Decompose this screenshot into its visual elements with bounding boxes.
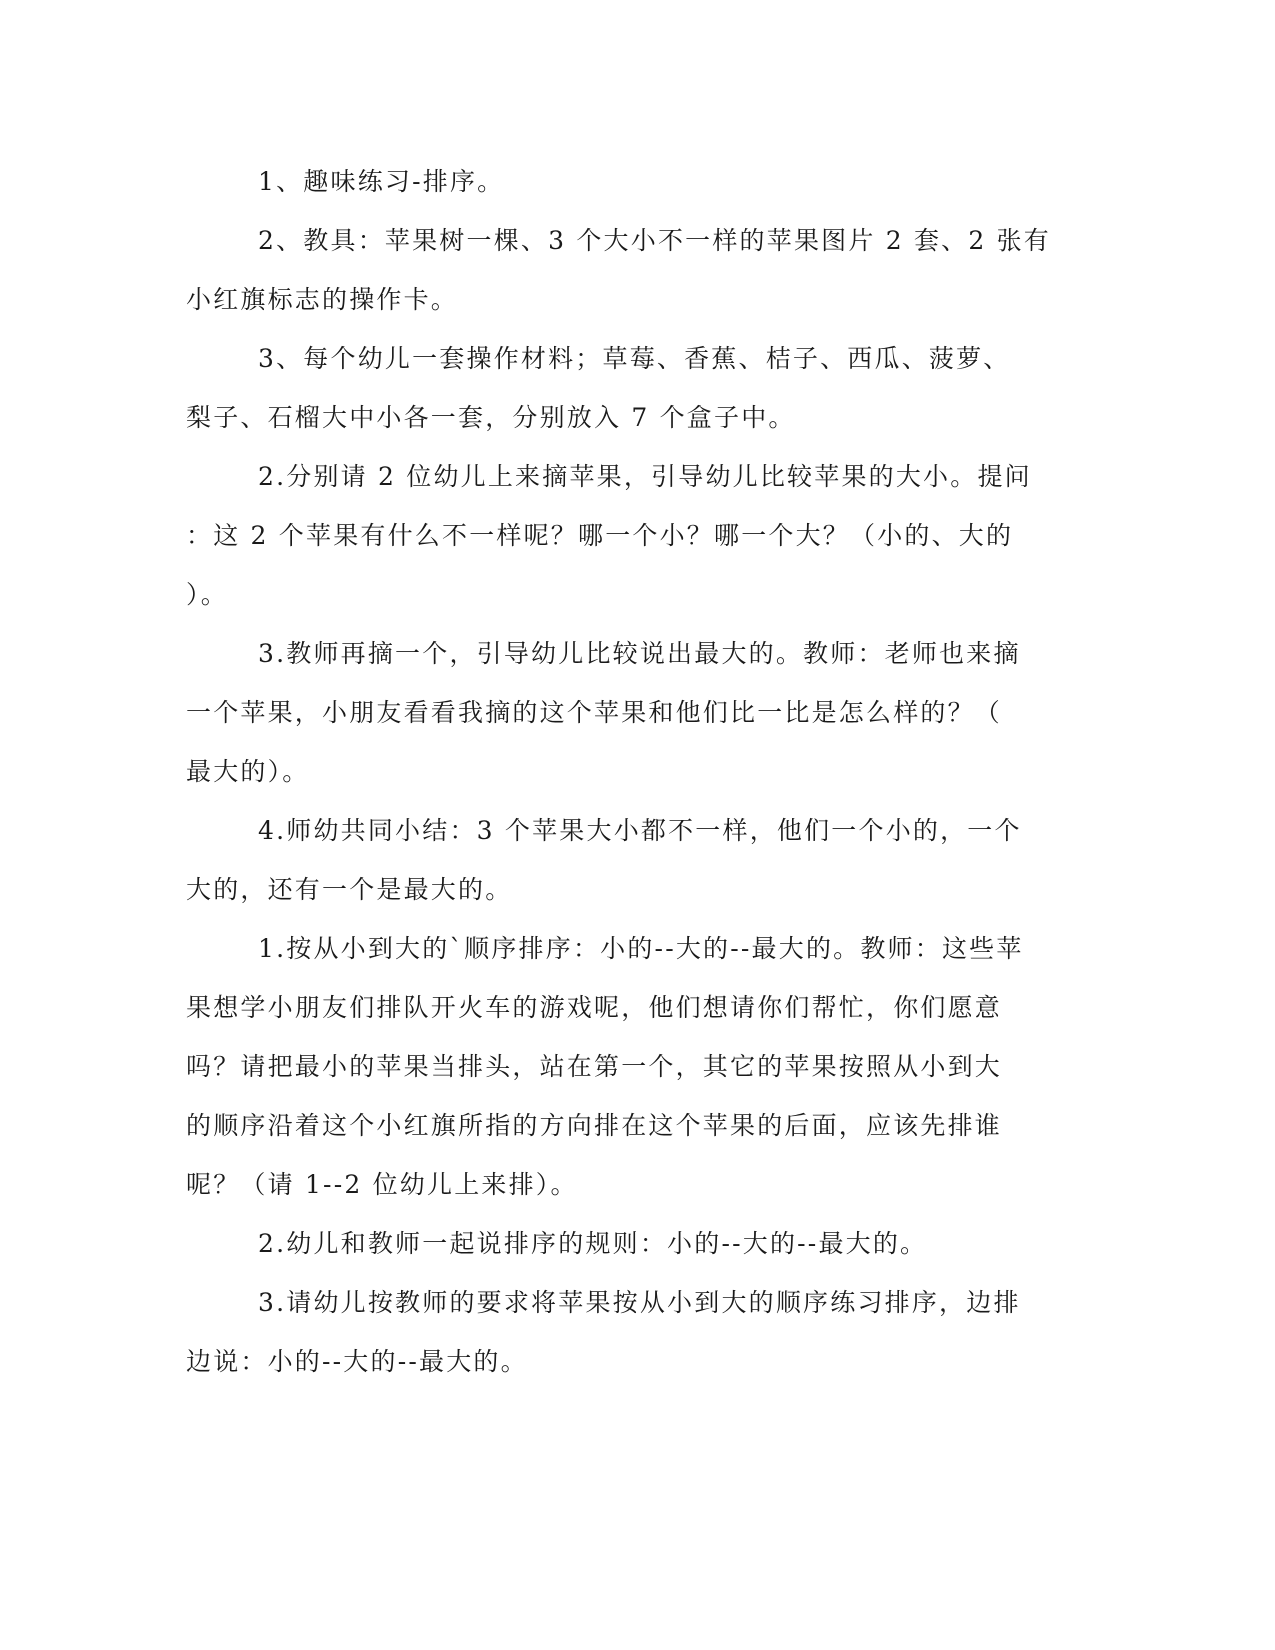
text-line-20: 3.请幼儿按教师的要求将苹果按从小到大的顺序练习排序，边排 [258, 1288, 1021, 1317]
text-line-6: 2.分别请 2 位幼儿上来摘苹果，引导幼儿比较苹果的大小。提问 [258, 462, 1032, 491]
text-line-8: ）。 [186, 580, 228, 609]
text-line-21: 边说：小的--大的--最大的。 [186, 1347, 528, 1376]
text-line-3: 小红旗标志的操作卡。 [186, 285, 459, 314]
text-line-2: 2、教具：苹果树一棵、3 个大小不一样的苹果图片 2 套、2 张有 [258, 226, 1052, 255]
text-line-11: 最大的）。 [186, 757, 310, 786]
text-line-13: 大的，还有一个是最大的。 [186, 875, 513, 904]
text-line-9: 3.教师再摘一个，引导幼儿比较说出最大的。教师：老师也来摘 [258, 639, 1021, 668]
text-line-7: ：这 2 个苹果有什么不一样呢？哪一个小？哪一个大？（小的、大的 [186, 521, 1014, 550]
text-line-14: 1.按从小到大的`顺序排序：小的--大的--最大的。教师：这些苹 [258, 934, 1024, 963]
text-line-17: 的顺序沿着这个小红旗所指的方向排在这个苹果的后面，应该先排谁 [186, 1111, 1003, 1140]
text-line-15: 果想学小朋友们排队开火车的游戏呢，他们想请你们帮忙，你们愿意 [186, 993, 1003, 1022]
text-line-16: 吗？请把最小的苹果当排头，站在第一个，其它的苹果按照从小到大 [186, 1052, 1003, 1081]
text-line-1: 1、趣味练习-排序。 [258, 167, 505, 196]
text-line-18: 呢？（请 1--2 位幼儿上来排）。 [186, 1170, 578, 1199]
text-line-5: 梨子、石榴大中小各一套，分别放入 7 个盒子中。 [186, 403, 796, 432]
text-line-12: 4.师幼共同小结：3 个苹果大小都不一样，他们一个小的，一个 [258, 816, 1022, 845]
text-line-10: 一个苹果，小朋友看看我摘的这个苹果和他们比一比是怎么样的？（ [186, 698, 1003, 727]
text-line-4: 3、每个幼儿一套操作材料；草莓、香蕉、桔子、西瓜、菠萝、 [258, 344, 1011, 373]
text-line-19: 2.幼儿和教师一起说排序的规则：小的--大的--最大的。 [258, 1229, 928, 1258]
